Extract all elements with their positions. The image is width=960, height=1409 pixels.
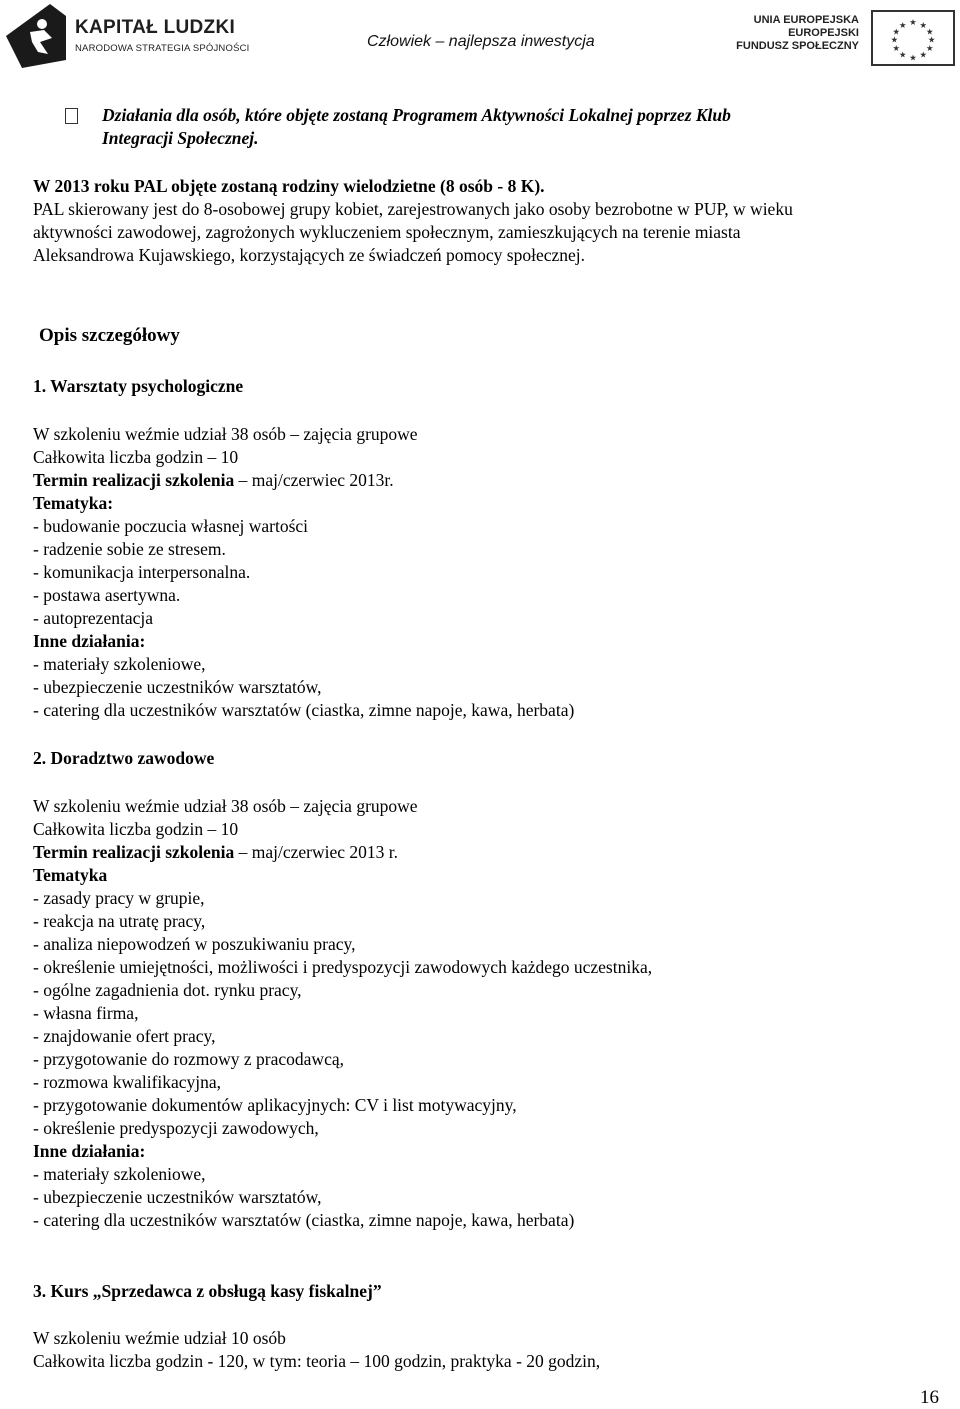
section-2-topic: - określenie umiejętności, możliwości i predyspozycji zawodowych każdego uczestnika, bbox=[33, 957, 653, 977]
section-2-other-label: Inne działania: bbox=[33, 1141, 146, 1161]
eu-line-2: EUROPEJSKI bbox=[788, 27, 859, 39]
section-1-other-label: Inne działania: bbox=[33, 631, 146, 651]
svg-text:★: ★ bbox=[927, 34, 936, 45]
section-2-topic: - określenie predyspozycji zawodowych, bbox=[33, 1118, 319, 1138]
section-2-topic: - własna firma, bbox=[33, 1003, 139, 1023]
bullet-heading-text-1: Działania dla osób, które objęte zostaną Programem Aktywności Lokalnej poprzez Klub bbox=[102, 105, 731, 125]
section-2-term bbox=[33, 841, 398, 863]
svg-text:★: ★ bbox=[925, 26, 934, 37]
section-1-participants: W szkoleniu weźmie udział 38 osób – zajęcia grupowe bbox=[33, 424, 418, 444]
section-2-topics-label: Tematyka bbox=[33, 865, 108, 885]
section-1-other-item: - catering dla uczestników warsztatów (ciastka, zimne napoje, kawa, herbata) bbox=[33, 700, 575, 720]
svg-text:★: ★ bbox=[909, 52, 917, 63]
section-1-other-item: - ubezpieczenie uczestników warsztatów, bbox=[33, 677, 322, 697]
logo-subtitle: NARODOWA STRATEGIA SPÓJNOŚCI bbox=[75, 43, 250, 54]
svg-text:★: ★ bbox=[892, 43, 901, 53]
section-2-other-item: - materiały szkoleniowe, bbox=[33, 1164, 206, 1184]
svg-text:★: ★ bbox=[919, 49, 927, 60]
section-1-topic: - radzenie sobie ze stresem. bbox=[33, 539, 226, 559]
pal-paragraph-line-3: Aleksandrowa Kujawskiego, korzystających ze świadczeń pomocy społecznej. bbox=[33, 245, 586, 265]
section-1-topic: - autoprezentacja bbox=[33, 608, 153, 628]
details-heading: Opis szczegółowy bbox=[39, 325, 180, 346]
section-2-topic: - znajdowanie ofert pracy, bbox=[33, 1026, 216, 1046]
section-2-topic: - rozmowa kwalifikacyjna, bbox=[33, 1072, 222, 1092]
page-number: 16 bbox=[920, 1387, 939, 1408]
logo-title: KAPITAŁ LUDZKI bbox=[75, 17, 236, 38]
header-slogan: Człowiek – najlepsza inwestycja bbox=[367, 33, 595, 50]
svg-text:★: ★ bbox=[919, 19, 927, 30]
eu-line-3: FUNDUSZ SPOŁECZNY bbox=[736, 40, 859, 52]
section-3-participants: W szkoleniu weźmie udział 10 osób bbox=[33, 1328, 286, 1348]
section-1-other-item: - materiały szkoleniowe, bbox=[33, 654, 206, 674]
section-1-term-label: Termin realizacji szkolenia bbox=[33, 470, 235, 490]
section-2-topic: - reakcja na utratę pracy, bbox=[33, 911, 206, 931]
section-2-title: 2. Doradztwo zawodowe bbox=[33, 748, 215, 768]
section-2-hours: Całkowita liczba godzin – 10 bbox=[33, 819, 239, 839]
section-1-topics-label: Tematyka: bbox=[33, 493, 114, 513]
section-3-title: 3. Kurs „Sprzedawca z obsługą kasy fiskalnej” bbox=[33, 1281, 382, 1301]
section-1-term-value: – maj/czerwiec 2013r. bbox=[234, 470, 394, 490]
pal-paragraph-line-2: aktywności zawodowej, zagrożonych wykluczeniem społecznym, zamieszkujących na terenie miasta bbox=[33, 222, 741, 242]
svg-text:★: ★ bbox=[925, 43, 934, 53]
section-1-term bbox=[33, 469, 394, 491]
section-2-term-label: Termin realizacji szkolenia bbox=[33, 842, 235, 862]
section-2-topic: - przygotowanie do rozmowy z pracodawcą, bbox=[33, 1049, 344, 1069]
section-3-hours: Całkowita liczba godzin - 120, w tym: teoria – 100 godzin, praktyka - 20 godzin, bbox=[33, 1351, 601, 1371]
section-2-term-value: – maj/czerwiec 2013 r. bbox=[234, 842, 398, 862]
svg-text:★: ★ bbox=[909, 17, 917, 27]
section-2-topic: - przygotowanie dokumentów aplikacyjnych: CV i list motywacyjny, bbox=[33, 1095, 517, 1115]
bullet-placeholder-icon bbox=[65, 108, 78, 124]
section-2-other-item: - catering dla uczestników warsztatów (ciastka, zimne napoje, kawa, herbata) bbox=[33, 1210, 575, 1230]
section-1-topic: - budowanie poczucia własnej wartości bbox=[33, 516, 309, 536]
pal-paragraph-line-1: PAL skierowany jest do 8-osobowej grupy kobiet, zarejestrowanych jako osoby bezrobotne w PUP, w wieku bbox=[33, 199, 793, 219]
section-2-participants: W szkoleniu weźmie udział 38 osób – zajęcia grupowe bbox=[33, 796, 418, 816]
pal-2013-line: W 2013 roku PAL objęte zostaną rodziny wielodzietne (8 osób - 8 K). bbox=[33, 176, 545, 196]
eu-line-1: UNIA EUROPEJSKA bbox=[753, 14, 859, 26]
section-2-topic: - zasady pracy w grupie, bbox=[33, 888, 205, 908]
section-1-topic: - komunikacja interpersonalna. bbox=[33, 562, 251, 582]
bullet-heading-line-2: Integracji Społecznej. bbox=[102, 128, 259, 148]
svg-text:★: ★ bbox=[899, 19, 907, 30]
svg-text:★: ★ bbox=[892, 26, 901, 37]
section-1-hours: Całkowita liczba godzin – 10 bbox=[33, 447, 239, 467]
section-2-other-item: - ubezpieczenie uczestników warsztatów, bbox=[33, 1187, 322, 1207]
bullet-heading-line-1 bbox=[102, 104, 731, 126]
section-2-topic: - analiza niepowodzeń w poszukiwaniu pracy, bbox=[33, 934, 356, 954]
section-2-topic: - ogólne zagadnienia dot. rynku pracy, bbox=[33, 980, 302, 1000]
section-1-topic: - postawa asertywna. bbox=[33, 585, 181, 605]
section-1-title: 1. Warsztaty psychologiczne bbox=[33, 376, 244, 396]
svg-text:★: ★ bbox=[899, 49, 907, 60]
svg-text:★: ★ bbox=[890, 34, 899, 45]
